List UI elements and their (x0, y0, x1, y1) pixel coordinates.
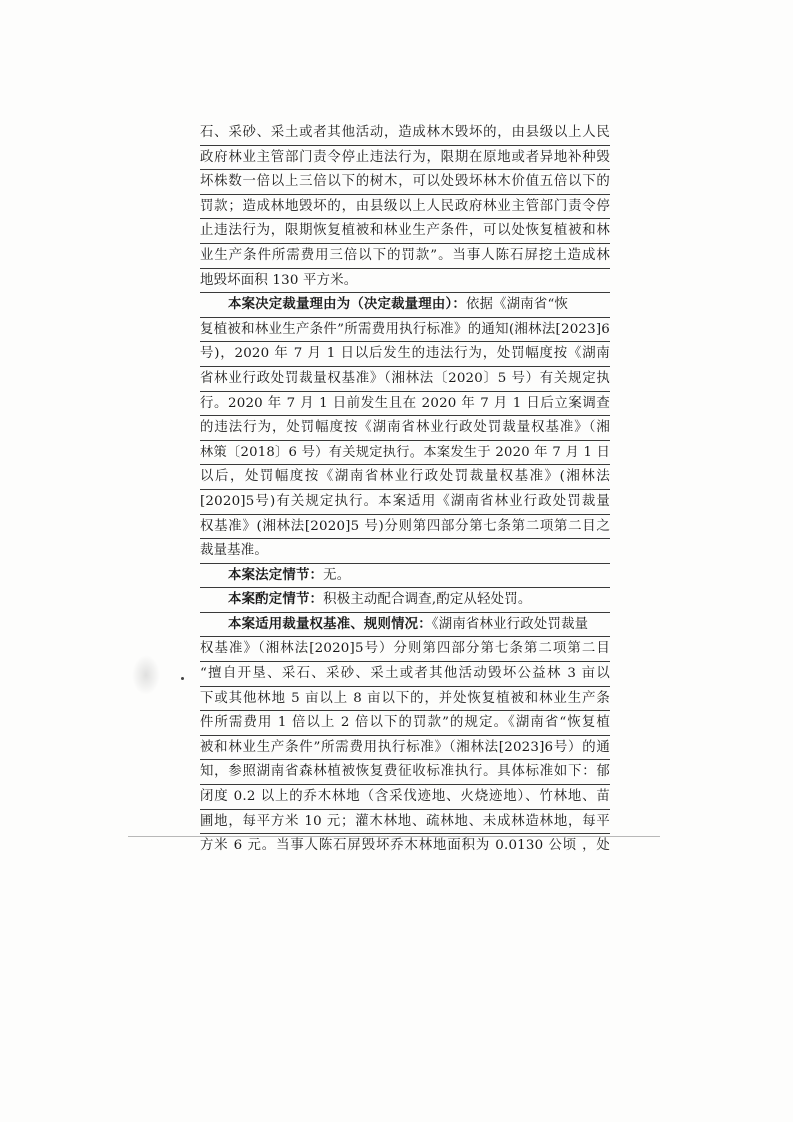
text-run: 积极主动配合调查,酌定从轻处罚。 (323, 592, 532, 608)
section-heading: 本案酌定情节： (228, 591, 324, 608)
text-line: 闭度 0.2 以上的乔木林地（含采伐迹地、火烧迹地）、竹林地、苗 (200, 785, 610, 810)
text-line (200, 588, 610, 613)
text-run: 依据《湖南省“恢 (465, 297, 569, 313)
text-line: 坏株数一倍以上三倍以下的树木，可以处毁坏林木价值五倍以下的 (200, 170, 610, 195)
text-line: 方米 6 元。当事人陈石屏毁坏乔木林地面积为 0.0130 公顷 ，处 (200, 838, 610, 854)
text-line: 权基准》(湘林法[2020]5 号)分则第四部分第七条第二项第二目之 (200, 515, 610, 540)
text-line: 业生产条件所需费用三倍以下的罚款”。当事人陈石屏挖土造成林 (200, 244, 610, 269)
text-line: 罚款；造成林地毁坏的，由县级以上人民政府林业主管部门责令停 (200, 195, 610, 220)
text-line: 以后，处罚幅度按《湖南省林业行政处罚裁量权基准》(湘林法 (200, 465, 610, 490)
text-line: 省林业行政处罚裁量权基准》（湘林法〔2020〕5 号）有关规定执 (200, 367, 610, 392)
text-line: 号)，2020 年 7 月 1 日以后发生的违法行为，处罚幅度按《湖南 (200, 342, 610, 367)
text-line (200, 293, 610, 318)
paragraph-legal-basis (200, 121, 610, 293)
text-line: 政府林业主管部门责令停止违法行为，限期在原地或者异地补种毁 (200, 146, 610, 171)
text-line: “擅自开垦、采石、采砂、采土或者其他活动毁坏公益林 3 亩以 (200, 662, 610, 687)
text-line: 行。2020 年 7 月 1 日前发生且在 2020 年 7 月 1 日后立案调查 (200, 392, 610, 417)
scan-speck (181, 677, 184, 680)
text-line: 止违法行为，限期恢复植被和林业生产条件，可以处恢复植被和林 (200, 219, 610, 244)
text-run: 《湖南省林业行政处罚裁量 (431, 616, 589, 632)
text-line: 的违法行为，处罚幅度按《湖南省林业行政处罚裁量权基准》（湘 (200, 416, 610, 441)
text-line: 权基准》（湘林法[2020]5号）分则第四部分第七条第二项第二目 (200, 637, 610, 662)
text-line: [2020]5号)有关规定执行。本案适用《湖南省林业行政处罚裁量 (200, 490, 610, 515)
text-line (200, 564, 610, 589)
text-line: 件所需费用 1 倍以上 2 倍以下的罚款”的规定。《湖南省“恢复植 (200, 711, 610, 736)
paragraph-discretion-reason (200, 293, 610, 564)
text-line: 被和林业生产条件”所需费用执行标准》（湘林法[2023]6号）的通 (200, 736, 610, 761)
section-heading: 本案决定裁量理由为（决定裁量理由）： (228, 296, 466, 313)
paragraph-statutory-circumstances (200, 564, 610, 589)
text-line: 下或其他林地 5 亩以上 8 亩以下的，并处恢复植被和林业生产条 (200, 687, 610, 712)
document-body (200, 121, 610, 858)
text-line: 石、采砂、采土或者其他活动，造成林木毁坏的，由县级以上人民 (200, 121, 610, 146)
paragraph-applicable-standard (200, 613, 610, 858)
section-heading: 本案法定情节： (228, 566, 324, 583)
text-line: 圃地，每平方米 10 元；灌木林地、疏林地、未成林造林地，每平 (200, 810, 610, 835)
scan-smudge (132, 655, 160, 695)
text-line: 地毁坏面积 130 平方米。 (200, 269, 610, 294)
text-line: 知，参照湖南省森林植被恢复费征收标准执行。具体标准如下：郁 (200, 760, 610, 785)
page-divider (128, 836, 660, 837)
text-line: 裁量基准。 (200, 539, 610, 564)
text-line: 复植被和林业生产条件”所需费用执行标准》的通知(湘林法[2023]6 (200, 318, 610, 343)
text-line: 林策〔2018〕6 号）有关规定执行。本案发生于 2020 年 7 月 1 日 (200, 441, 610, 466)
text-run: 无。 (323, 567, 351, 583)
text-line (200, 613, 610, 638)
paragraph-discretionary-circumstances (200, 588, 610, 613)
section-heading: 本案适用裁量权基准、规则情况： (228, 615, 432, 632)
